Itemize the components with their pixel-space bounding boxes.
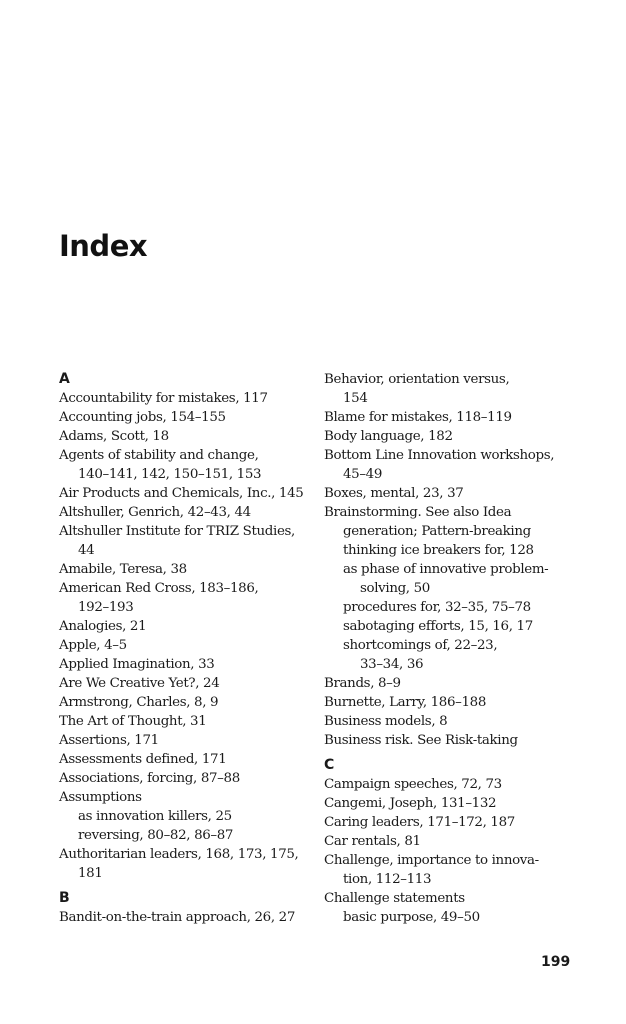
index-entry: Assessments defined, 171: [59, 752, 227, 767]
section-letter-c: C: [324, 757, 335, 773]
index-entry-continuation: 45–49: [343, 467, 383, 482]
index-entry: Agents of stability and change,: [59, 448, 259, 463]
index-entry: Challenge, importance to innova-: [324, 853, 539, 868]
index-entry: Authoritarian leaders, 168, 173, 175,: [59, 847, 299, 862]
index-entry: Adams, Scott, 18: [59, 429, 169, 444]
index-entry: Analogies, 21: [59, 619, 147, 634]
index-entry: Car rentals, 81: [324, 834, 421, 849]
index-entry: American Red Cross, 183–186,: [59, 581, 259, 596]
index-subentry-continuation: 33–34, 36: [360, 657, 424, 672]
index-entry: Associations, forcing, 87–88: [59, 771, 240, 786]
index-column-right: [324, 370, 582, 927]
index-entry: Accountability for mistakes, 117: [59, 391, 268, 406]
index-subentry: shortcomings of, 22–23,: [343, 638, 498, 653]
index-entry-continuation: generation; Pattern-breaking: [343, 524, 531, 539]
index-entry: Brands, 8–9: [324, 676, 401, 691]
index-entry: Bottom Line Innovation workshops,: [324, 448, 555, 463]
index-subentry: reversing, 80–82, 86–87: [78, 828, 234, 843]
index-subentry-continuation: solving, 50: [360, 581, 430, 596]
index-entry: Cangemi, Joseph, 131–132: [324, 796, 497, 811]
index-entry-continuation: 44: [78, 543, 95, 558]
index-entry: Are We Creative Yet?, 24: [59, 676, 220, 691]
section-letter-a: A: [59, 371, 70, 387]
index-entry: Challenge statements: [324, 891, 465, 906]
index-entry: Armstrong, Charles, 8, 9: [59, 695, 219, 710]
index-entry: Air Products and Chemicals, Inc., 145: [59, 486, 304, 501]
index-entry: Blame for mistakes, 118–119: [324, 410, 512, 425]
index-subentry: thinking ice breakers for, 128: [343, 543, 534, 558]
index-entry: Campaign speeches, 72, 73: [324, 777, 502, 792]
index-entry: Boxes, mental, 23, 37: [324, 486, 464, 501]
index-entry: Caring leaders, 171–172, 187: [324, 815, 515, 830]
index-entry: Behavior, orientation versus,: [324, 372, 510, 387]
index-entry-continuation: tion, 112–113: [343, 872, 432, 887]
index-entry: Body language, 182: [324, 429, 453, 444]
page-title: Index: [59, 229, 148, 263]
index-entry-continuation: 192–193: [78, 600, 134, 615]
index-entry: Accounting jobs, 154–155: [59, 410, 226, 425]
index-subentry: as innovation killers, 25: [78, 809, 232, 824]
index-entry: Brainstorming. See also Idea: [324, 505, 512, 520]
index-entry: Bandit-on-the-train approach, 26, 27: [59, 910, 296, 925]
section-letter-b: B: [59, 890, 70, 906]
index-entry: Business models, 8: [324, 714, 448, 729]
index-column-left: [59, 370, 311, 927]
index-entry: The Art of Thought, 31: [59, 714, 207, 729]
index-entry: Business risk. See Risk-taking: [324, 733, 518, 748]
index-subentry: basic purpose, 49–50: [343, 910, 480, 925]
index-entry: Burnette, Larry, 186–188: [324, 695, 487, 710]
index-subentry: procedures for, 32–35, 75–78: [343, 600, 531, 615]
index-entry-continuation: 140–141, 142, 150–151, 153: [78, 467, 262, 482]
index-entry-continuation: 154: [343, 391, 368, 406]
index-entry: Altshuller Institute for TRIZ Studies,: [59, 524, 295, 539]
page-number: 199: [541, 954, 571, 970]
index-entry-continuation: 181: [78, 866, 103, 881]
index-entry: Applied Imagination, 33: [59, 657, 215, 672]
index-entry: Amabile, Teresa, 38: [59, 562, 187, 577]
index-entry: Assumptions: [59, 790, 142, 805]
index-entry: Altshuller, Genrich, 42–43, 44: [59, 505, 251, 520]
index-subentry: sabotaging efforts, 15, 16, 17: [343, 619, 533, 634]
index-entry: Apple, 4–5: [59, 638, 127, 653]
index-subentry: as phase of innovative problem-: [343, 562, 549, 577]
index-entry: Assertions, 171: [59, 733, 159, 748]
